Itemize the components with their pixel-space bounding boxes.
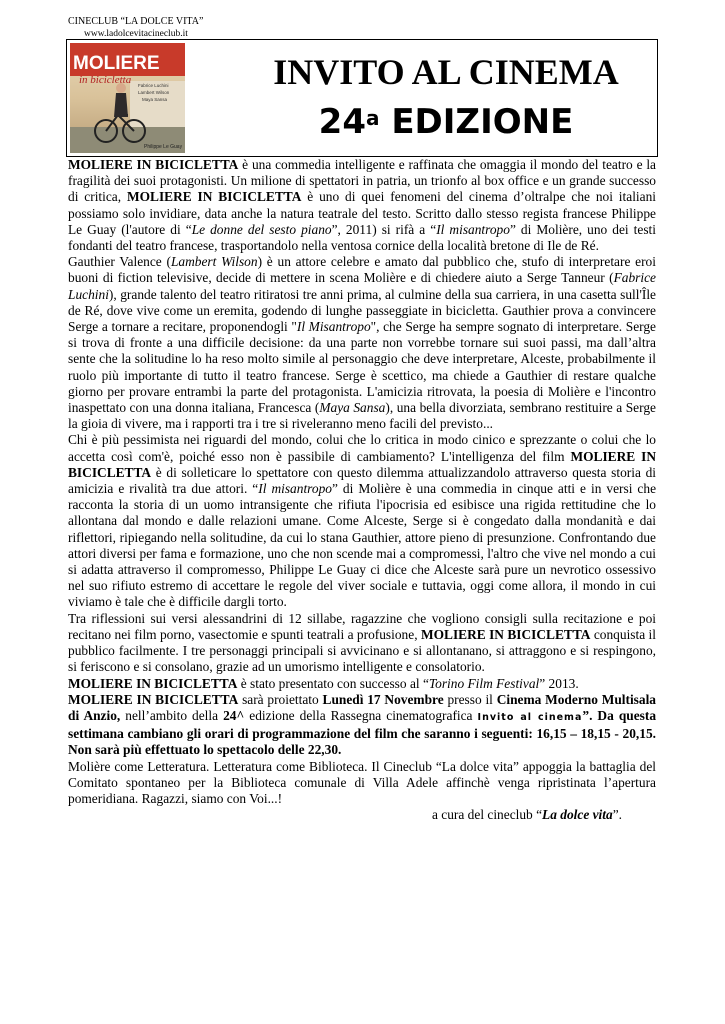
text-run: ), una bella divorziata, sembrano restituire a Serge la gioia di vivere, ma i rapporti tra i tre si riveleranno meno facili del previsto... — [68, 400, 656, 432]
paragraph-plot — [68, 254, 656, 432]
paragraph-themes — [68, 611, 656, 676]
text-run: è di solleticare lo spettatore con questo dilemma attualizzandolo attraverso questa storia di amicizia e rivalità tra due attori. “ — [68, 464, 656, 497]
film-title: MOLIERE IN BICICLETTA — [68, 448, 656, 480]
article-body — [68, 157, 656, 823]
edition-title — [245, 96, 647, 148]
film-title: MOLIERE IN BICICLETTA — [126, 189, 302, 205]
poster-cast-3: Maya Sansa — [142, 97, 168, 102]
poster-director: Philippe Le Guay — [144, 144, 183, 150]
edition-number: 24 — [318, 102, 366, 142]
text-run: ), grande talento del teatro ritiratosi tre anni prima, al culmine della sua carriera, in una casetta sull'Île de Ré, dove vive come un eremita, godendo di lunghe passeggiate in bicicletta. Gauthier prova a convincere Serge a tornare a recitare, proponendogli " — [68, 286, 656, 335]
text-run: conquista il pubblico facilmente. I tre personaggi principali si avvicinano e si allontanano, si attraggono e si respingono, si feriscono e si consolano, grazie ad un umorismo intelligente e consolatorio. — [68, 626, 656, 675]
website-url: www.ladolcevitacineclub.it — [84, 29, 188, 39]
text-run: ” 2013. — [539, 675, 579, 691]
text-run: Gauthier Valence ( — [68, 254, 171, 270]
text-run: è stato presentato con successo al “ — [237, 675, 429, 691]
film-title: MOLIERE IN BICICLETTA — [68, 157, 239, 172]
text-run: presso il — [443, 691, 497, 707]
cinema-name: Cinema Moderno Multisala di Anzio, — [68, 691, 657, 723]
paragraph-analysis — [68, 432, 656, 610]
paragraph-screening — [68, 692, 656, 759]
organization-name: CINECLUB “LA DOLCE VITA” — [68, 16, 204, 27]
poster-cast-1: Fabrice Luchini — [138, 83, 169, 88]
text-run: nell’ambito della — [120, 707, 224, 723]
text-run: Chi è più pessimista nei riguardi del mondo, colui che lo critica in modo cinico e sprezzante o colui che lo accetta così com'è, poiché esso non è passibile di cambiamento? L'intelligenza del film — [68, 432, 656, 464]
text-run: Tra riflessioni sui versi alessandrini di 12 sillabe, ragazzine che vogliono consigli sulla recitazione e poi recitano nei film porno, vasectomie e spunti teatrali a profusione, — [68, 610, 656, 642]
text-run: ”, 2011) si rifà a “ — [331, 221, 437, 237]
italic-title: Il misantropo — [436, 221, 510, 237]
text-run: a cura del cineclub “ — [432, 807, 543, 823]
edition-ref: 24^ — [223, 707, 245, 723]
poster-title-1: MOLIERE — [73, 53, 160, 74]
poster-title-2: in bicicletta — [79, 74, 132, 86]
film-title: MOLIERE IN BICICLETTA — [420, 626, 591, 642]
text-run: edizione della Rassegna cinematografica — [244, 707, 478, 723]
film-title: MOLIERE IN BICICLETTA — [68, 691, 239, 707]
text-run: Molière come Letteratura. Letteratura come Biblioteca. Il Cineclub “La dolce vita” appoggia la battaglia del Comitato spontaneo per la Biblioteca comunale di Villa Adele affinchè venga ripristinata l’apertura pomeridiana. Ragazzi, siamo con Voi...! — [68, 758, 656, 806]
page-title: INVITO AL CINEMA — [273, 52, 619, 92]
italic-title: Il misantropo — [258, 481, 332, 497]
actor-name: Lambert Wilson — [170, 254, 258, 270]
paragraph-festival — [68, 676, 656, 692]
edition-superscript: a — [365, 106, 380, 130]
film-title: MOLIERE IN BICICLETTA — [68, 675, 238, 691]
text-run: ", che Serge ha sempre sognato di interpretare. Serge si trova di fronte a una difficile decisione: da una parte non vorrebbe tornare sui suoi passi, ma dall’altra sente che la solitudine lo ha reso molto simile al personaggio che deve interpretare, Alceste, probabilmente il ruolo più importante di tutto il teatro francese. Serge è scettico, ma chiede a Gauthier di restare qualche giorno per provare entrambi la parte del protagonista. L'amicizia ritrovata, la poesia di Molière e l'incontro inaspettato con una donna italiana, Francesca ( — [68, 319, 656, 416]
text-run: ”. — [612, 807, 622, 823]
header-box — [66, 39, 658, 157]
poster-cast-2: Lambert Wilson — [138, 90, 170, 95]
text-run: ” di Molière è una commedia in cinque atti e in versi che racconta la storia di un uomo intransigente che rifiuta l'ipocrisia ed esibisce una rigida rettitudine che lo allontana dal mondo e dalle relazioni umane. Come Alceste, Serge si è congedato dalla mondanità e dai riflettori, ripiegando nella solitudine, da cui lo stana Gauthier, attore pieno di presunzione. Confrontando due attori diversi per fama e formazione, uno che non scende mai a compromessi, l'altro che vive nel mondo a cui si adatta attraverso il compromesso, Philippe Le Guay ci dice che Alceste sarà pure un nevrotico ossessivo nel suo rifiuto estremo di accettare le regole del viver sociale e tuttavia, oggi come allora, il mondo in cui viviamo è tale che è difficile dargli torto. — [68, 481, 657, 610]
italic-title: Il Misantropo — [296, 319, 371, 335]
text-run: ” di Molière, uno dei testi fondanti del teatro francese, trasportandolo nella ventosa cornice della località bretone di Ile de Ré. — [68, 221, 656, 254]
schedule-text: ”. Da questa settimana cambiano gli orari di programmazione del film che saranno i seguenti: 16,15 – 18,15 - 20,15. Non sarà più effettuato lo spettacolo delle 22,30. — [68, 707, 657, 758]
signature — [68, 807, 656, 823]
text-run: ) è un attore celebre e amato dal pubblico che, stufo di interpretare eroi buoni di fiction televisive, decide di mettere in scena Molière e di chiedere aiuto a Serge Tanneur ( — [68, 254, 656, 286]
paragraph-intro — [68, 157, 656, 254]
screening-date: Lunedì 17 Novembre — [322, 691, 444, 707]
text-run: è una commedia intelligente e raffinata che omaggia il mondo del teatro e la fragilità dei suoi protagonisti. Un milione di spettatori in patria, un trionfo al box office e un grande successo di critica, — [68, 157, 656, 205]
edition-word: EDIZIONE — [391, 102, 574, 142]
italic-title: Le donne del sesto piano — [191, 221, 332, 237]
paragraph-library — [68, 759, 656, 808]
text-run: sarà proiettato — [238, 691, 323, 707]
poster-illustration — [70, 43, 185, 153]
text-run: è uno di quei fenomeni del cinema d’oltralpe che noi italiani possiamo solo invidiare, data anche la natura teatrale del testo. Scritto dallo stesso regista francese Philippe Le Guay (l'autore di “ — [68, 189, 656, 237]
movie-poster — [70, 43, 185, 153]
festival-name: Torino Film Festival — [428, 675, 540, 691]
actor-name: Fabrice Luchini — [68, 270, 656, 302]
festival-series-name: Invito al cinema — [477, 711, 583, 723]
club-name: La dolce vita — [542, 807, 613, 823]
actor-name: Maya Sansa — [319, 400, 386, 416]
